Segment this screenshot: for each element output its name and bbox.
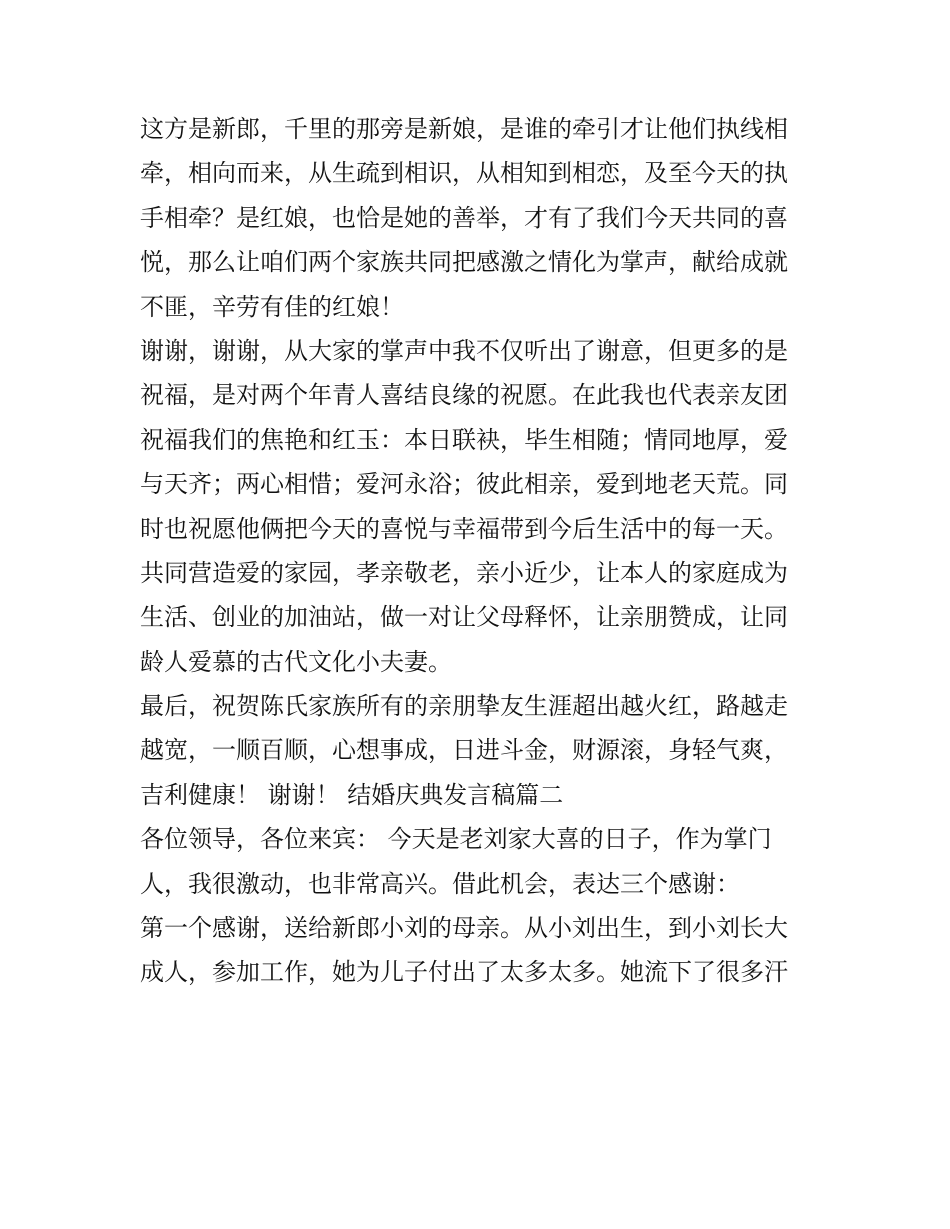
- text-line: 谢谢，谢谢，从大家的掌声中我不仅听出了谢意，但更多的是: [140, 336, 788, 365]
- text-line: 共同营造爱的家园，孝亲敬老，亲小近少，让本人的家庭成为: [140, 558, 788, 587]
- text-line: 人，我很激动，也非常高兴。借此机会，表达三个感谢：: [140, 869, 740, 898]
- text-line: 祝福我们的焦艳和红玉：本日联袂，毕生相随；情同地厚，爱: [140, 425, 788, 454]
- text-line: 牵，相向而来，从生疏到相识，从相知到相恋，及至今天的执: [140, 159, 788, 188]
- text-line: 最后，祝贺陈氏家族所有的亲朋挚友生涯超出越火红，路越走: [140, 692, 788, 721]
- text-line: 吉利健康！ 谢谢！ 结婚庆典发言稿篇二: [140, 780, 564, 809]
- document-body: [140, 107, 812, 995]
- text-line: 时也祝愿他俩把今天的喜悦与幸福带到今后生活中的每一天。: [140, 514, 788, 543]
- text-line: 第一个感谢，送给新郎小刘的母亲。从小刘出生，到小刘长大: [140, 914, 788, 943]
- text-line: 各位领导，各位来宾： 今天是老刘家大喜的日子，作为掌门: [140, 825, 772, 854]
- text-line: 生活、创业的加油站，做一对让父母释怀，让亲朋赞成，让同: [140, 603, 788, 632]
- text-line: 成人，参加工作，她为儿子付出了太多太多。她流下了很多汗: [140, 958, 788, 987]
- text-line: 悦，那么让咱们两个家族共同把感激之情化为掌声，献给成就: [140, 248, 788, 277]
- text-line: 这方是新郎，千里的那旁是新娘，是谁的牵引才让他们执线相: [140, 115, 788, 143]
- text-line: 不匪，辛劳有佳的红娘！: [140, 292, 404, 321]
- text-line: 手相牵？是红娘，也恰是她的善举，才有了我们今天共同的喜: [140, 203, 788, 232]
- text-line: 龄人爱慕的古代文化小夫妻。: [140, 647, 452, 676]
- text-line: 越宽，一顺百顺，心想事成，日进斗金，财源滚，身轻气爽，: [140, 736, 788, 765]
- text-line: 祝福，是对两个年青人喜结良缘的祝愿。在此我也代表亲友团: [140, 381, 788, 410]
- text-line: 与天齐；两心相惜；爱河永浴；彼此相亲，爱到地老天荒。同: [140, 470, 788, 499]
